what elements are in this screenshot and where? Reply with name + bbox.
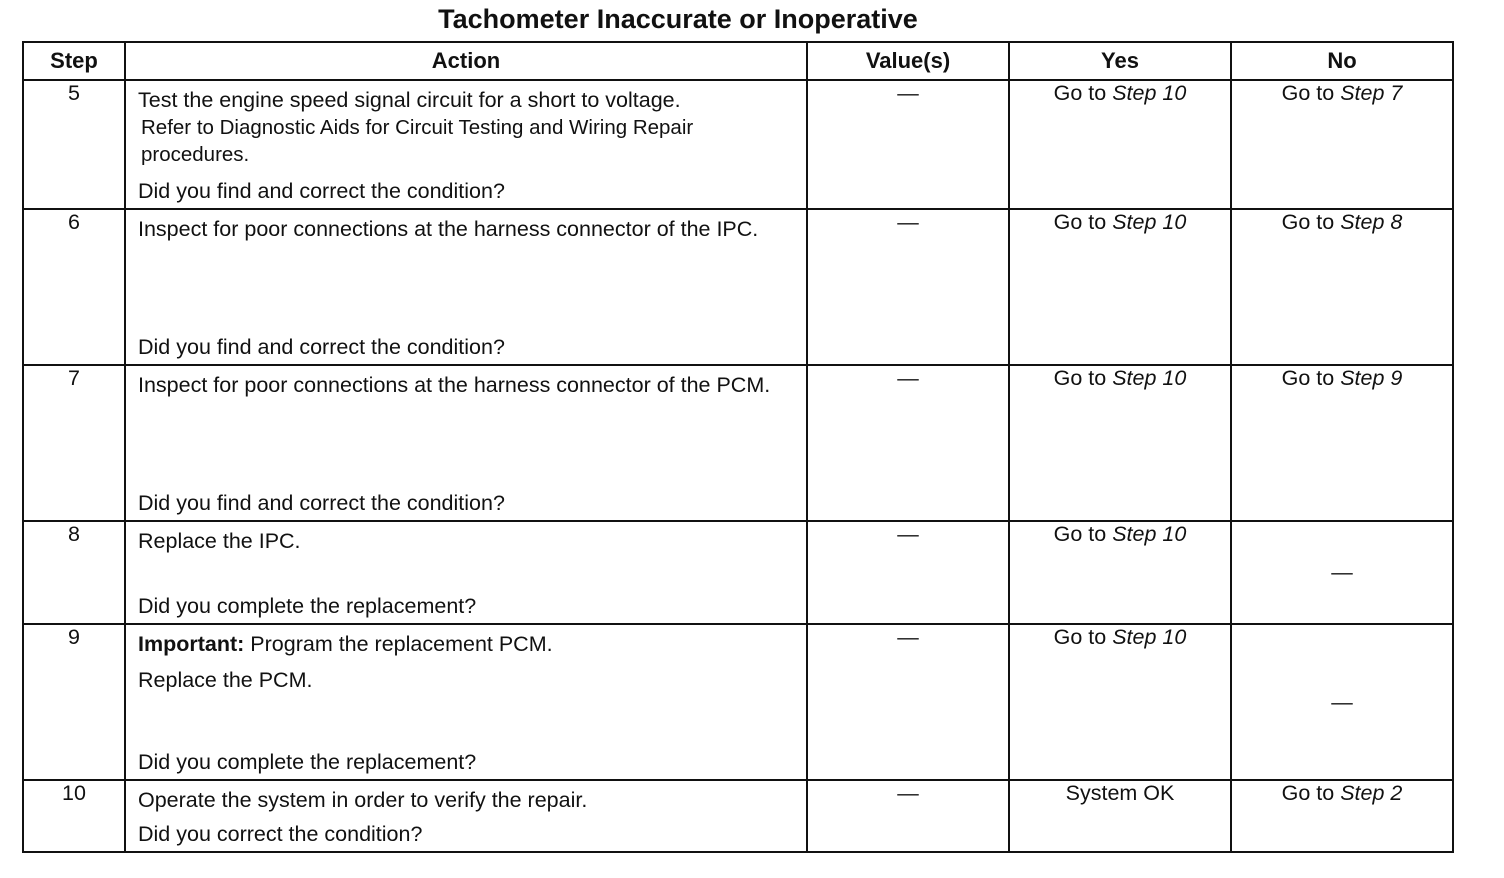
action-text: Operate the system in order to verify the repair. bbox=[138, 788, 588, 812]
action-question: Did you find and correct the condition? bbox=[138, 491, 505, 515]
yes-cell bbox=[1009, 624, 1231, 780]
action-cell bbox=[125, 365, 807, 521]
yes-prefix: Go to bbox=[1053, 210, 1107, 234]
step-number: 9 bbox=[23, 624, 125, 780]
no-step-link[interactable]: Step 8 bbox=[1340, 210, 1403, 234]
action-text: Replace the IPC. bbox=[138, 529, 301, 553]
yes-step-link[interactable]: Step 10 bbox=[1112, 625, 1187, 649]
table-row bbox=[23, 365, 1453, 521]
value-cell: — bbox=[807, 80, 1009, 209]
header-step: Step bbox=[23, 42, 125, 80]
yes-cell bbox=[1009, 365, 1231, 521]
no-step-link[interactable]: Step 9 bbox=[1340, 366, 1403, 390]
table-row bbox=[23, 209, 1453, 365]
header-yes: Yes bbox=[1009, 42, 1231, 80]
table-row bbox=[23, 80, 1453, 209]
no-cell bbox=[1231, 780, 1453, 852]
header-values: Value(s) bbox=[807, 42, 1009, 80]
value-cell: — bbox=[807, 209, 1009, 365]
yes-step-link[interactable]: Step 10 bbox=[1112, 366, 1187, 390]
no-cell: — bbox=[1231, 624, 1453, 780]
yes-cell bbox=[1009, 209, 1231, 365]
header-action: Action bbox=[125, 42, 807, 80]
page-title: Tachometer Inaccurate or Inoperative bbox=[438, 4, 918, 34]
table-row bbox=[23, 521, 1453, 624]
no-cell bbox=[1231, 209, 1453, 365]
yes-cell: System OK bbox=[1009, 780, 1231, 852]
value-cell: — bbox=[807, 521, 1009, 624]
yes-prefix: Go to bbox=[1053, 366, 1107, 390]
action-cell bbox=[125, 209, 807, 365]
diagnostic-table bbox=[22, 41, 1454, 853]
no-cell: — bbox=[1231, 521, 1453, 624]
action-cell bbox=[125, 521, 807, 624]
table-row bbox=[23, 780, 1453, 852]
no-prefix: Go to bbox=[1281, 366, 1335, 390]
action-cell bbox=[125, 624, 807, 780]
action-question: Did you complete the replacement? bbox=[138, 750, 477, 774]
step-number: 7 bbox=[23, 365, 125, 521]
yes-prefix: Go to bbox=[1053, 81, 1107, 105]
no-prefix: Go to bbox=[1281, 210, 1335, 234]
header-no: No bbox=[1231, 42, 1453, 80]
action-text: Inspect for poor connections at the harness connector of the PCM. bbox=[138, 373, 771, 397]
value-cell: — bbox=[807, 365, 1009, 521]
yes-step-link[interactable]: Step 10 bbox=[1112, 210, 1187, 234]
yes-step-link[interactable]: Step 10 bbox=[1112, 81, 1187, 105]
no-prefix: Go to bbox=[1281, 781, 1335, 805]
yes-step-link[interactable]: Step 10 bbox=[1112, 522, 1187, 546]
action-text: Refer to Diagnostic Aids for Circuit Testing and Wiring Repair procedures. bbox=[141, 116, 694, 166]
yes-cell bbox=[1009, 521, 1231, 624]
value-cell: — bbox=[807, 624, 1009, 780]
step-number: 6 bbox=[23, 209, 125, 365]
action-text: Replace the PCM. bbox=[138, 668, 313, 692]
action-question: Did you find and correct the condition? bbox=[138, 335, 505, 359]
yes-prefix: Go to bbox=[1053, 625, 1107, 649]
no-step-link[interactable]: Step 7 bbox=[1340, 81, 1403, 105]
no-prefix: Go to bbox=[1281, 81, 1335, 105]
important-note bbox=[126, 631, 806, 658]
action-cell bbox=[125, 80, 807, 209]
action-question: Did you complete the replacement? bbox=[138, 594, 477, 618]
value-cell: — bbox=[807, 780, 1009, 852]
action-cell bbox=[125, 780, 807, 852]
no-cell bbox=[1231, 80, 1453, 209]
step-number: 10 bbox=[23, 780, 125, 852]
important-label: Important: bbox=[138, 632, 245, 656]
header-row bbox=[23, 42, 1453, 80]
yes-prefix: Go to bbox=[1053, 522, 1107, 546]
action-question: Did you find and correct the condition? bbox=[138, 179, 505, 203]
step-number: 5 bbox=[23, 80, 125, 209]
table-row bbox=[23, 624, 1453, 780]
important-text: Program the replacement PCM. bbox=[250, 632, 553, 656]
no-cell bbox=[1231, 365, 1453, 521]
step-number: 8 bbox=[23, 521, 125, 624]
action-question: Did you correct the condition? bbox=[138, 822, 423, 846]
no-step-link[interactable]: Step 2 bbox=[1340, 781, 1403, 805]
action-text: Test the engine speed signal circuit for a short to voltage. bbox=[138, 88, 681, 112]
action-text: Inspect for poor connections at the harness connector of the IPC. bbox=[138, 217, 759, 241]
yes-cell bbox=[1009, 80, 1231, 209]
